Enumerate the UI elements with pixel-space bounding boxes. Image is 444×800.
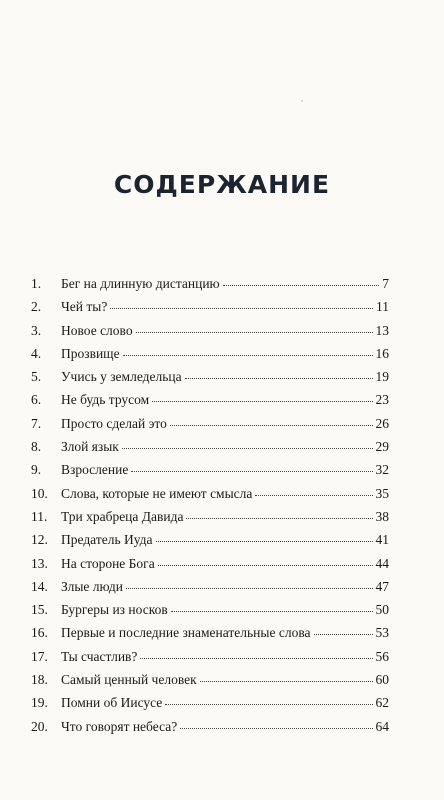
toc-entry[interactable]: [31, 275, 389, 298]
toc-entry[interactable]: [31, 671, 389, 694]
toc-entry-title: Что говорят небеса?: [61, 718, 178, 734]
toc-entry-title: На стороне Бога: [61, 555, 155, 571]
toc-entry-page: 62: [375, 695, 389, 711]
table-of-contents: [31, 275, 389, 741]
paper-speck: [301, 100, 303, 102]
toc-entry-page: 44: [375, 555, 389, 571]
toc-entry-title: Злой язык: [61, 439, 119, 455]
toc-leader-dots: [140, 658, 372, 659]
toc-leader-dots: [314, 634, 373, 635]
toc-entry-title: Взросление: [61, 462, 129, 478]
toc-entry-title: Чей ты?: [61, 299, 108, 315]
toc-entry-number: 3.: [31, 322, 42, 338]
toc-entry-page: 19: [375, 369, 389, 385]
toc-entry-title: Ты счастлив?: [61, 648, 138, 664]
toc-leader-dots: [200, 681, 373, 682]
toc-entry-page: 23: [375, 392, 389, 408]
toc-entry[interactable]: [31, 694, 389, 717]
toc-entry[interactable]: [31, 578, 389, 601]
toc-leader-dots: [126, 588, 373, 589]
toc-entry-page: 26: [375, 415, 389, 431]
page-title: СОДЕРЖАНИЕ: [113, 170, 331, 199]
toc-entry-number: 9.: [31, 462, 42, 478]
toc-entry-number: 6.: [31, 392, 42, 408]
toc-entry[interactable]: [31, 345, 389, 368]
toc-entry[interactable]: [31, 718, 389, 741]
toc-entry-page: 35: [375, 485, 389, 501]
toc-entry-page: 13: [375, 322, 389, 338]
toc-entry[interactable]: [31, 485, 389, 508]
toc-entry-page: 16: [375, 345, 389, 361]
toc-entry[interactable]: [31, 461, 389, 484]
toc-entry[interactable]: [31, 648, 389, 671]
toc-entry-title: Первые и последние знаменательные слова: [61, 625, 311, 641]
toc-entry-page: 60: [375, 672, 389, 688]
toc-entry-title: Не будь трусом: [61, 392, 150, 408]
toc-entry-number: 20.: [31, 718, 48, 734]
toc-entry-number: 19.: [31, 695, 48, 711]
toc-entry-number: 10.: [31, 485, 48, 501]
toc-entry[interactable]: [31, 508, 389, 531]
toc-entry[interactable]: [31, 531, 389, 554]
toc-entry[interactable]: [31, 415, 389, 438]
toc-entry-title: Бег на длинную дистанцию: [61, 276, 220, 291]
toc-entry[interactable]: [31, 624, 389, 647]
toc-entry-number: 18.: [31, 672, 48, 688]
toc-entry-page: 47: [375, 578, 389, 594]
toc-leader-dots: [185, 378, 373, 379]
toc-leader-dots: [171, 611, 373, 612]
toc-entry-number: 5.: [31, 369, 42, 385]
toc-entry-number: 1.: [31, 276, 42, 291]
toc-entry-title: Учись у земледельца: [61, 369, 182, 385]
toc-entry-number: 8.: [31, 439, 42, 455]
toc-entry-title: Новое слово: [61, 322, 133, 338]
toc-leader-dots: [158, 565, 373, 566]
toc-entry[interactable]: [31, 438, 389, 461]
toc-entry-title: Прозвище: [61, 345, 120, 361]
toc-leader-dots: [223, 285, 380, 286]
toc-entry[interactable]: [31, 555, 389, 578]
toc-entry-number: 15.: [31, 602, 48, 618]
toc-entry-number: 7.: [31, 415, 42, 431]
toc-entry-page: 11: [376, 299, 389, 315]
toc-entry-number: 17.: [31, 648, 48, 664]
toc-entry-title: Слова, которые не имеют смысла: [61, 485, 253, 501]
toc-entry-page: 29: [375, 439, 389, 455]
toc-entry[interactable]: [31, 322, 389, 345]
toc-entry-title: Предатель Иуда: [61, 532, 153, 548]
toc-entry-number: 12.: [31, 532, 48, 548]
toc-leader-dots: [170, 425, 373, 426]
toc-entry-number: 4.: [31, 345, 42, 361]
toc-leader-dots: [156, 541, 373, 542]
toc-entry-page: 7: [382, 276, 389, 291]
toc-entry[interactable]: [31, 391, 389, 414]
toc-entry-title: Помни об Иисусе: [61, 695, 163, 711]
toc-leader-dots: [186, 518, 372, 519]
toc-entry-page: 53: [375, 625, 389, 641]
toc-entry-page: 38: [375, 508, 389, 524]
toc-leader-dots: [165, 704, 372, 705]
toc-entry-title: Самый ценный человек: [61, 672, 197, 688]
toc-leader-dots: [136, 332, 373, 333]
toc-entry-title: Просто сделай это: [61, 415, 167, 431]
toc-entry-title: Бургеры из носков: [61, 602, 168, 618]
toc-leader-dots: [255, 495, 372, 496]
toc-leader-dots: [180, 728, 372, 729]
toc-entry[interactable]: [31, 368, 389, 391]
toc-leader-dots: [110, 308, 373, 309]
toc-entry-number: 16.: [31, 625, 48, 641]
toc-entry-title: Злые люди: [61, 578, 123, 594]
toc-entry-number: 13.: [31, 555, 48, 571]
toc-entry-number: 11.: [31, 508, 48, 524]
toc-entry[interactable]: [31, 601, 389, 624]
toc-entry-page: 50: [375, 602, 389, 618]
toc-entry-title: Три храбреца Давида: [61, 508, 184, 524]
toc-leader-dots: [131, 471, 372, 472]
toc-entry-number: 14.: [31, 578, 48, 594]
toc-entry-page: 32: [375, 462, 389, 478]
toc-entry-page: 56: [375, 648, 389, 664]
toc-entry-page: 41: [375, 532, 389, 548]
toc-leader-dots: [123, 355, 373, 356]
toc-leader-dots: [152, 401, 372, 402]
toc-entry[interactable]: [31, 298, 389, 321]
toc-entry-page: 64: [375, 718, 389, 734]
toc-leader-dots: [122, 448, 373, 449]
toc-entry-number: 2.: [31, 299, 42, 315]
